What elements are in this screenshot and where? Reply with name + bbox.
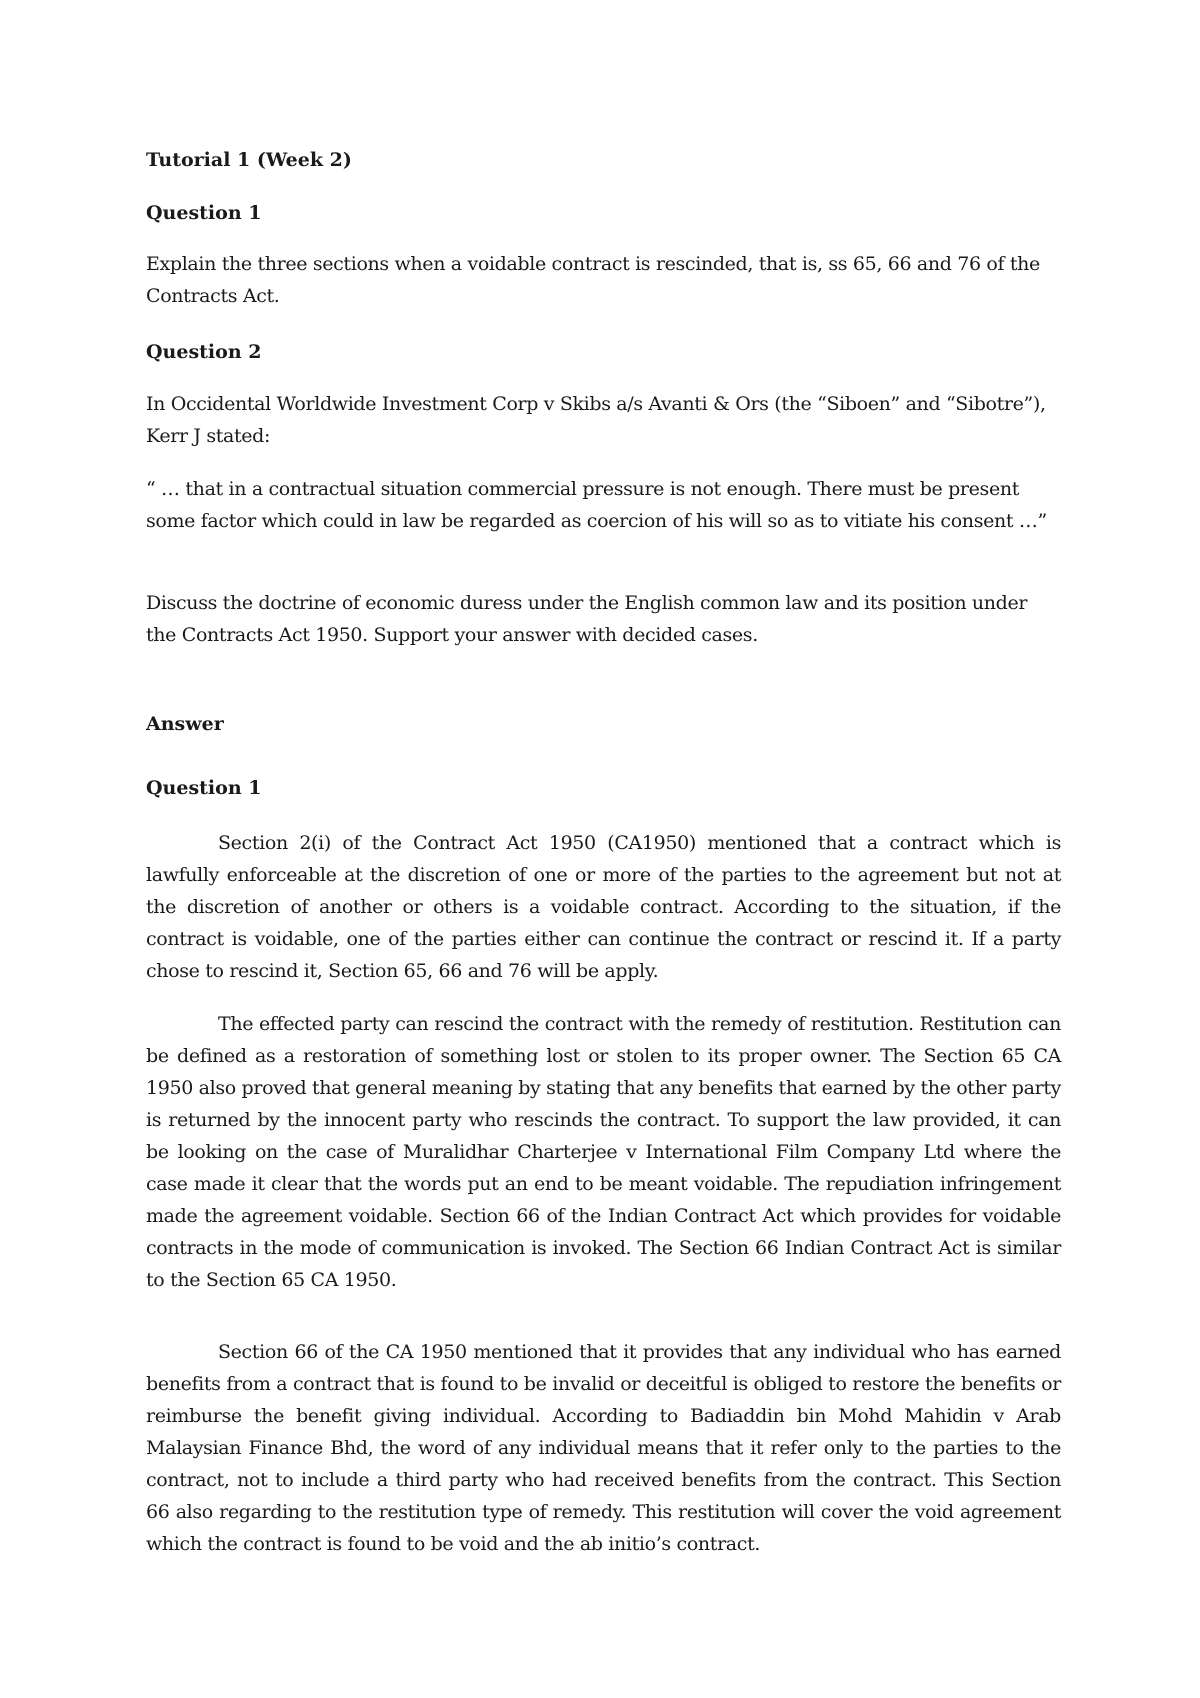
document-title: Tutorial 1 (Week 2) [146,149,352,171]
question-2-instruction: Discuss the doctrine of economic duress under the English common law and its position under the Contracts Act 1950. Support your answer with decided cases. [146,592,1028,646]
answer-question-1-heading: Question 1 [146,777,262,799]
question-2-heading: Question 2 [146,341,262,363]
question-2-text: In Occidental Worldwide Investment Corp v Skibs a/s Avanti & Ors (the “Siboen” and “Sibotre”), Kerr J stated: [146,393,1046,447]
answer-heading: Answer [146,713,224,735]
question-1-heading: Question 1 [146,202,262,224]
answer-paragraph: The effected party can rescind the contract with the remedy of restitution. Restitution can be defined as a restoration of something lost or stolen to its proper owner. The Section 65 CA 1950 also proved that general meaning by stating that any benefits that earned by the other party is returned by the innocent party who rescinds the contract. To support the law provided, it can be looking on the case of Muralidhar Charterjee v International Film Company Ltd where the case made it clear that the words put an end to be meant voidable. The repudiation infringement made the agreement voidable. Section 66 of the Indian Contract Act which provides for voidable contracts in the mode of communication is invoked. The Section 66 Indian Contract Act is similar to the Section 65 CA 1950. [146,1013,1061,1291]
question-2-quote: “ … that in a contractual situation commercial pressure is not enough. There must be present some factor which could in law be regarded as coercion of his will so as to vitiate his consent …” [146,478,1047,532]
answer-paragraph: Section 2(i) of the Contract Act 1950 (CA1950) mentioned that a contract which is lawfully enforceable at the discretion of one or more of the parties to the agreement but not at the discretion of another or others is a voidable contract. According to the situation, if the contract is voidable, one of the parties either can continue the contract or rescind it. If a party chose to rescind it, Section 65, 66 and 76 will be apply. [146,832,1061,982]
question-1-text: Explain the three sections when a voidable contract is rescinded, that is, ss 65, 66 and 76 of the Contracts Act. [146,253,1040,307]
answer-paragraph: Section 66 of the CA 1950 mentioned that it provides that any individual who has earned benefits from a contract that is found to be invalid or deceitful is obliged to restore the benefits or reimburse the benefit giving individual. According to Badiaddin bin Mohd Mahidin v Arab Malaysian Finance Bhd, the word of any individual means that it refer only to the parties to the contract, not to include a third party who had received benefits from the contract. This Section 66 also regarding to the restitution type of remedy. This restitution will cover the void agreement which the contract is found to be void and the ab initio’s contract. [146,1341,1061,1555]
